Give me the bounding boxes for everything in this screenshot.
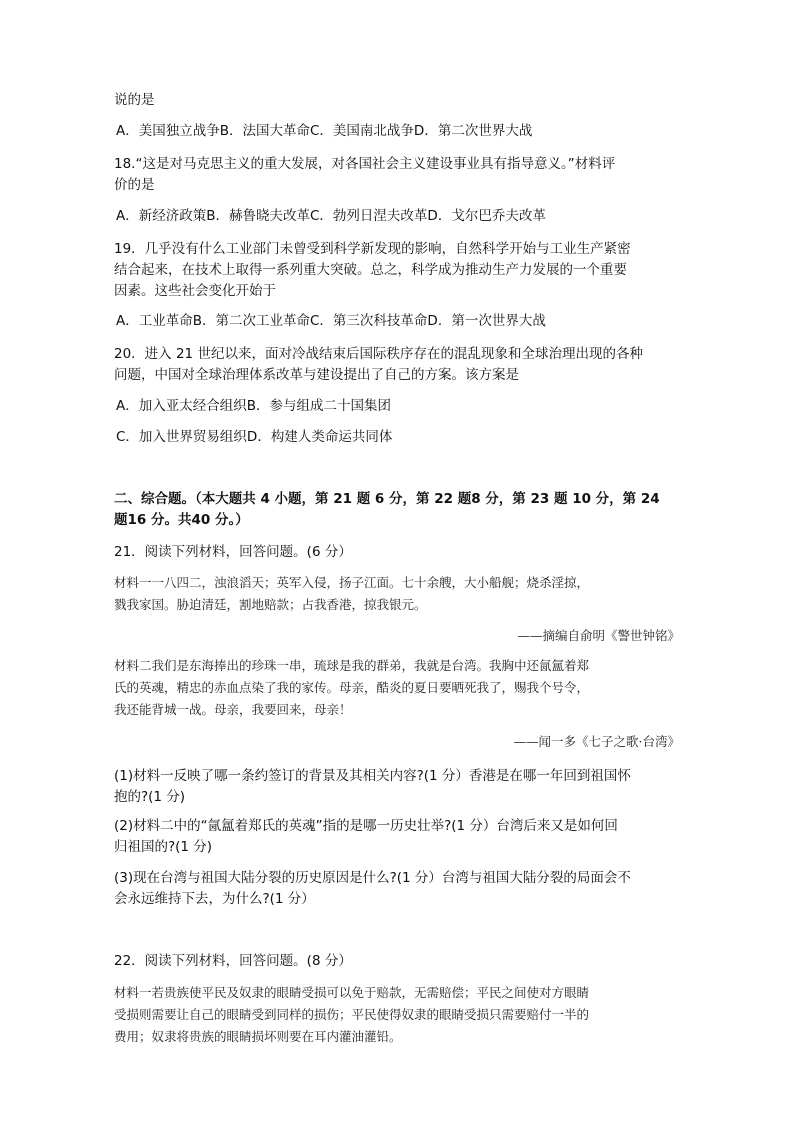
q22-material1-line1: 材料一若贵族使平民及奴隶的眼睛受损可以免于赔款，无需赔偿；平民之间使对方眼睛 bbox=[114, 985, 590, 1000]
section2-title-line2: 题16 分。共40 分。） bbox=[114, 512, 249, 528]
q18-options: A．新经济政策B．赫鲁晓夫改革C．勃列日涅夫改革D．戈尔巴乔夫改革 bbox=[116, 208, 546, 224]
q21-source1: ——摘编自俞明《警世钟铭》 bbox=[517, 628, 680, 643]
q22-intro: 22．阅读下列材料，回答问题。(8 分） bbox=[114, 953, 352, 969]
section2-title-line1: 二、综合题。（本大题共 4 小题，第 21 题 6 分，第 22 题8 分，第 23 题 10 分，第 24 bbox=[114, 491, 660, 507]
q21-sub1-line1: (1)材料一反映了哪一条约签订的背景及其相关内容?(1 分）香港是在哪一年回到祖国怀 bbox=[114, 768, 631, 784]
q22-material1-line3: 费用；奴隶将贵族的眼睛损坏则要在耳内灌油灌铅。 bbox=[114, 1029, 402, 1044]
q20-stem-line2: 问题，中国对全球治理体系改革与建设提出了自己的方案。该方案是 bbox=[114, 367, 519, 383]
q22-material1-line2: 受损则需要让自己的眼睛受到同样的损伤；平民使得奴隶的眼睛受损只需要赔付一半的 bbox=[114, 1007, 590, 1022]
q20-options-line1: A．加入亚太经合组织B．参与组成二十国集团 bbox=[116, 398, 391, 414]
q21-source2: ——闻一多《七子之歌·台湾》 bbox=[513, 734, 680, 749]
q17-stem-tail: 说的是 bbox=[114, 92, 155, 108]
q21-material2-line2: 氏的英魂，精忠的赤血点染了我的家传。母亲，酷炎的夏日要晒死我了，赐我个号令， bbox=[114, 680, 590, 695]
q18-stem-line1: 18.“这是对马克思主义的重大发展，对各国社会主义建设事业具有指导意义。”材料评 bbox=[114, 156, 616, 172]
q21-sub3-line1: (3)现在台湾与祖国大陆分裂的历史原因是什么?(1 分）台湾与祖国大陆分裂的局面会不 bbox=[114, 870, 631, 886]
q21-intro: 21．阅读下列材料，回答问题。(6 分） bbox=[114, 544, 352, 560]
q19-stem-line1: 19．几乎没有什么工业部门未曾受到科学新发现的影响，自然科学开始与工业生产紧密 bbox=[114, 241, 631, 257]
q19-stem-line3: 因素。这些社会变化开始于 bbox=[114, 283, 276, 299]
q21-sub3-line2: 会永远维持下去，为什么?(1 分） bbox=[114, 891, 315, 907]
q21-material1-line2: 戮我家国。胁迫清廷，割地赔款；占我香港，掠我银元。 bbox=[114, 597, 427, 612]
q21-sub2-line1: (2)材料二中的“氤氲着郑氏的英魂”指的是哪一历史壮举?(1 分）台湾后来又是如何回 bbox=[114, 818, 618, 834]
q20-options-line2: C．加入世界贸易组织D．构建人类命运共同体 bbox=[116, 429, 393, 445]
q21-material1-line1: 材料一一八四二，浊浪滔天；英军入侵，扬子江面。七十余艘，大小船舰；烧杀淫掠， bbox=[114, 575, 590, 590]
q21-sub2-line2: 归祖国的?(1 分) bbox=[114, 839, 213, 855]
q21-material2-line1: 材料二我们是东海捧出的珍珠一串，琉球是我的群弟，我就是台湾。我胸中还氤氲着郑 bbox=[114, 658, 590, 673]
q19-stem-line2: 结合起来，在技术上取得一系列重大突破。总之，科学成为推动生产力发展的一个重要 bbox=[114, 262, 627, 278]
q19-options: A．工业革命B．第二次工业革命C．第三次科技革命D．第一次世界大战 bbox=[116, 313, 546, 329]
q21-material2-line3: 我还能背城一战。母亲，我要回来，母亲！ bbox=[114, 702, 352, 717]
q17-options: A．美国独立战争B．法国大革命C．美国南北战争D．第二次世界大战 bbox=[116, 123, 533, 139]
q18-stem-line2: 价的是 bbox=[114, 177, 155, 193]
q21-sub1-line2: 抱的?(1 分) bbox=[114, 789, 186, 805]
q20-stem-line1: 20．进入 21 世纪以来，面对冷战结束后国际秩序存在的混乱现象和全球治理出现的各种 bbox=[114, 346, 643, 362]
